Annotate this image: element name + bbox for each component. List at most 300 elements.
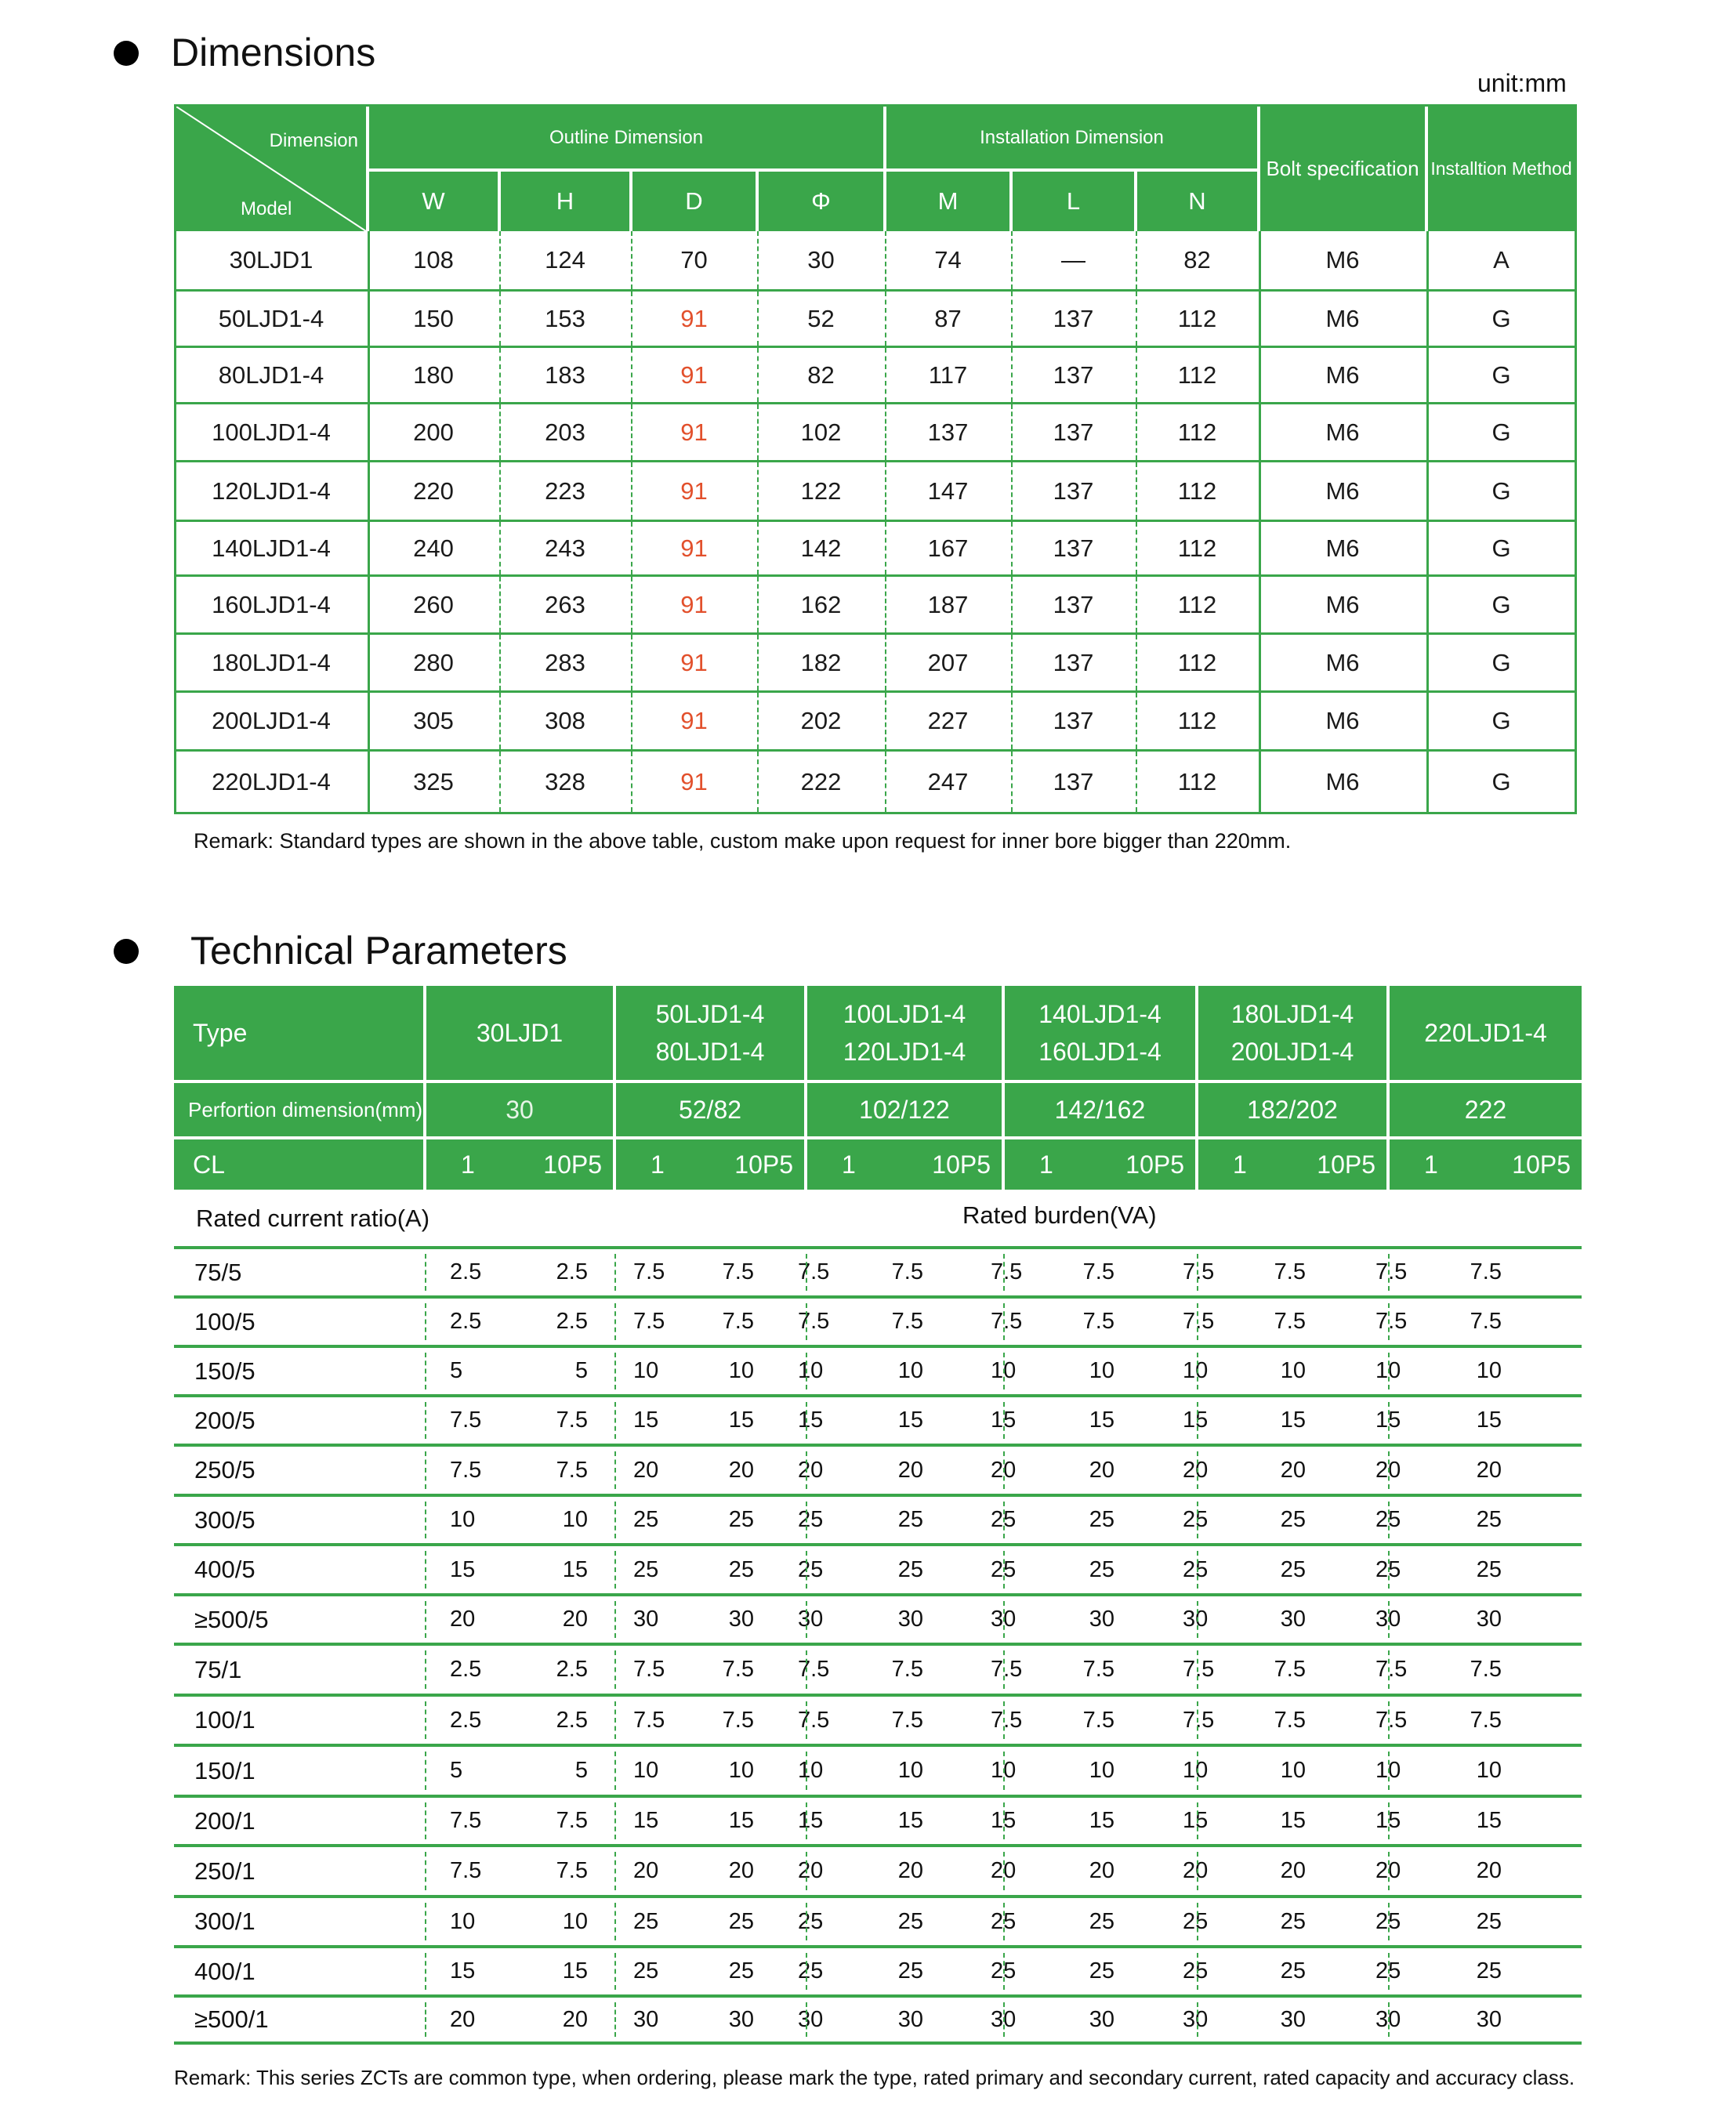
dim-table-row	[176, 635, 1575, 693]
burden-value: 15	[991, 1407, 1017, 1433]
cl-protection-value: 10P5	[932, 1150, 991, 1179]
burden-value: 25	[991, 1507, 1017, 1532]
column-divider	[614, 1601, 616, 1638]
burden-value: 5	[450, 1758, 463, 1783]
diag-dimension-label: Dimension	[269, 130, 358, 151]
column-divider	[885, 348, 886, 402]
column-divider	[1011, 522, 1013, 574]
cl-cell	[807, 1139, 1002, 1190]
column-divider	[806, 1953, 807, 1990]
column-divider	[425, 1752, 426, 1790]
column-divider	[425, 1601, 426, 1638]
column-divider	[1197, 1402, 1198, 1439]
dim-cell-phi: 102	[800, 418, 842, 446]
burden-value: 15	[633, 1808, 659, 1833]
dim-cell-n: 112	[1177, 476, 1217, 505]
type-names	[1231, 995, 1354, 1071]
column-divider	[1003, 1551, 1005, 1589]
burden-value: 25	[1375, 1556, 1401, 1582]
burden-value: 25	[728, 1958, 754, 1984]
perforation-row	[174, 1083, 1582, 1136]
column-divider	[368, 348, 370, 402]
burden-row	[174, 1895, 1582, 1945]
dim-cell-phi: 82	[807, 360, 835, 389]
burden-value: 10	[1476, 1758, 1502, 1783]
dim-cell-bolt: M6	[1325, 246, 1360, 274]
current-ratio: 75/1	[194, 1655, 242, 1683]
col-header-3: Φ	[759, 172, 883, 231]
dim-table-row	[176, 404, 1575, 462]
type-names	[656, 995, 765, 1071]
current-ratio: 300/5	[194, 1505, 256, 1534]
burden-value: 7.5	[891, 1657, 923, 1682]
col-header-2: D	[632, 172, 756, 231]
burden-value: 25	[633, 1507, 659, 1532]
burden-value: 7.5	[556, 1808, 588, 1833]
burden-value: 15	[633, 1407, 659, 1433]
column-divider	[757, 522, 759, 574]
column-divider	[1136, 231, 1137, 289]
cl-protection-value: 10P5	[543, 1150, 602, 1179]
burden-value: 30	[633, 1607, 659, 1632]
column-divider	[1426, 752, 1429, 812]
type-name: 140LJD1-4	[1038, 1000, 1162, 1028]
burden-value: 10	[562, 1507, 588, 1532]
burden-value: 2.5	[450, 1657, 482, 1682]
burden-value: 7.5	[1470, 1707, 1502, 1733]
column-divider	[806, 1551, 807, 1589]
dim-cell-l: 137	[1053, 360, 1094, 389]
column-divider	[614, 1254, 616, 1291]
burden-value: 15	[728, 1407, 754, 1433]
burden-value: 10	[897, 1758, 923, 1783]
dim-cell-l: 137	[1053, 648, 1094, 676]
burden-value: 7.5	[1274, 1707, 1306, 1733]
burden-value: 7.5	[450, 1407, 482, 1433]
burden-value: 10	[991, 1758, 1017, 1783]
column-divider	[1388, 1601, 1390, 1638]
type-label: Type	[174, 986, 423, 1080]
column-divider	[806, 1650, 807, 1689]
dim-cell-method: G	[1491, 767, 1511, 795]
column-divider	[614, 1502, 616, 1538]
burden-value: 15	[1183, 1808, 1209, 1833]
burden-value: 5	[574, 1358, 588, 1383]
dim-cell-d: 91	[680, 418, 708, 446]
column-divider	[806, 1451, 807, 1489]
column-divider	[499, 231, 501, 289]
column-divider	[499, 404, 501, 460]
column-divider	[1426, 635, 1429, 690]
column-divider	[1011, 693, 1013, 749]
burden-value: 10	[1375, 1758, 1401, 1783]
burden-value: 7.5	[991, 1657, 1023, 1682]
burden-value: 20	[1476, 1457, 1502, 1483]
column-divider	[614, 1701, 616, 1739]
column-divider	[425, 1451, 426, 1489]
column-divider	[499, 292, 501, 346]
column-divider	[1259, 462, 1261, 520]
column-divider	[1003, 1502, 1005, 1538]
column-divider	[757, 292, 759, 346]
current-ratio: 300/1	[194, 1907, 256, 1935]
burden-value: 7.5	[1470, 1259, 1502, 1284]
dimensions-title: Dimensions	[171, 31, 376, 74]
burden-value: 7.5	[1375, 1707, 1408, 1733]
column-divider	[1426, 404, 1429, 460]
dim-cell-l: 137	[1053, 767, 1094, 795]
burden-row	[174, 1543, 1582, 1593]
cl-pair	[616, 1150, 804, 1179]
install-method-header: Installtion Method	[1428, 107, 1575, 231]
column-divider	[885, 752, 886, 812]
burden-value: 25	[798, 1958, 824, 1984]
column-divider	[1388, 1353, 1390, 1389]
dim-cell-phi: 122	[800, 476, 842, 505]
burden-value: 30	[1280, 1607, 1306, 1632]
current-ratio: 100/5	[194, 1307, 256, 1335]
column-divider	[1426, 577, 1429, 632]
column-divider	[1136, 522, 1137, 574]
dim-cell-m: 137	[927, 418, 969, 446]
burden-value: 20	[1183, 1858, 1209, 1883]
dim-table-row	[176, 693, 1575, 752]
burden-value: 7.5	[556, 1858, 588, 1883]
burden-value: 20	[1280, 1858, 1306, 1883]
burden-value: 2.5	[450, 1309, 482, 1334]
column-divider	[757, 635, 759, 690]
column-divider	[1197, 1852, 1198, 1890]
dim-cell-model: 220LJD1-4	[212, 767, 331, 795]
column-divider	[1136, 404, 1137, 460]
burden-value: 10	[1089, 1758, 1114, 1783]
column-divider	[614, 1402, 616, 1439]
burden-row	[174, 1494, 1582, 1543]
burden-value: 10	[728, 1758, 754, 1783]
dim-cell-phi: 222	[800, 767, 842, 795]
dim-cell-n: 112	[1177, 707, 1217, 734]
burden-value: 15	[1089, 1808, 1114, 1833]
burden-value: 20	[1089, 1858, 1114, 1883]
dim-cell-model: 140LJD1-4	[212, 534, 331, 562]
burden-value: 10	[1183, 1758, 1209, 1783]
column-divider	[368, 635, 370, 690]
dim-cell-l: 137	[1053, 476, 1094, 505]
burden-row	[174, 1945, 1582, 1994]
column-divider	[1197, 1802, 1198, 1839]
column-divider	[806, 1502, 807, 1538]
burden-value: 7.5	[1274, 1259, 1306, 1284]
cl-cell	[1005, 1139, 1195, 1190]
burden-value: 7.5	[633, 1707, 665, 1733]
burden-value: 10	[633, 1758, 659, 1783]
burden-value: 7.5	[633, 1309, 665, 1334]
burden-value: 30	[1375, 2006, 1401, 2032]
burden-value: 20	[798, 1457, 824, 1483]
cl-pair	[807, 1150, 1002, 1179]
cl-protection-value: 10P5	[1512, 1150, 1571, 1179]
column-divider	[1011, 752, 1013, 812]
burden-value: 20	[728, 1858, 754, 1883]
column-divider	[885, 577, 886, 632]
dim-cell-h: 308	[545, 707, 585, 734]
column-divider	[368, 522, 370, 574]
dim-cell-l: 137	[1053, 707, 1094, 734]
column-divider	[1003, 1650, 1005, 1689]
column-divider	[425, 1551, 426, 1589]
column-divider	[1388, 1903, 1390, 1940]
burden-value: 20	[562, 2006, 588, 2032]
type-row	[174, 986, 1582, 1080]
burden-value: 30	[1476, 2006, 1502, 2032]
burden-value: 25	[798, 1507, 824, 1532]
column-divider	[499, 752, 501, 812]
column-divider	[1426, 231, 1429, 289]
column-divider	[1388, 1701, 1390, 1739]
burden-value: 10	[1280, 1758, 1306, 1783]
dim-cell-n: 112	[1177, 360, 1217, 389]
burden-row	[174, 1345, 1582, 1394]
column-divider	[1003, 1451, 1005, 1489]
burden-value: 25	[798, 1908, 824, 1934]
bolt-spec-header: Bolt specification	[1260, 107, 1425, 231]
dim-cell-d: 91	[680, 767, 708, 795]
dim-cell-d: 91	[680, 304, 708, 332]
burden-value: 20	[728, 1457, 754, 1483]
dim-cell-phi: 52	[807, 304, 835, 332]
burden-value: 15	[991, 1808, 1017, 1833]
dim-cell-d: 91	[680, 476, 708, 505]
burden-value: 7.5	[633, 1657, 665, 1682]
column-divider	[499, 635, 501, 690]
dim-cell-w: 260	[413, 590, 454, 618]
burden-value: 20	[897, 1457, 923, 1483]
burden-value: 7.5	[1274, 1657, 1306, 1682]
burden-value: 30	[897, 2006, 923, 2032]
dim-cell-bolt: M6	[1325, 534, 1360, 562]
burden-value: 20	[562, 1607, 588, 1632]
burden-value: 7.5	[1375, 1657, 1408, 1682]
column-divider	[631, 522, 632, 574]
column-divider	[806, 1852, 807, 1890]
column-divider	[631, 292, 632, 346]
column-divider	[425, 1701, 426, 1739]
column-divider	[1011, 231, 1013, 289]
column-divider	[806, 1903, 807, 1940]
burden-value: 30	[1089, 1607, 1114, 1632]
column-divider	[1136, 292, 1137, 346]
perforation-value: 52/82	[616, 1083, 804, 1136]
column-divider	[368, 292, 370, 346]
column-divider	[425, 1254, 426, 1291]
dim-cell-h: 183	[545, 360, 585, 389]
type-cell	[616, 986, 804, 1080]
column-divider	[806, 1802, 807, 1839]
dim-cell-model: 180LJD1-4	[212, 648, 331, 676]
dim-cell-bolt: M6	[1325, 767, 1360, 795]
dim-table-row	[176, 348, 1575, 404]
burden-value: 30	[1375, 1607, 1401, 1632]
burden-value: 25	[1089, 1908, 1114, 1934]
burden-value: 7.5	[450, 1808, 482, 1833]
burden-value: 30	[728, 2006, 754, 2032]
burden-row	[174, 1246, 1582, 1295]
dim-cell-model: 200LJD1-4	[212, 707, 331, 734]
column-divider	[1003, 1303, 1005, 1340]
column-divider	[425, 2002, 426, 2037]
dim-cell-m: 147	[927, 476, 969, 505]
dim-cell-h: 283	[545, 648, 585, 676]
burden-value: 25	[633, 1556, 659, 1582]
burden-value: 20	[1375, 1858, 1401, 1883]
burden-row	[174, 1994, 1582, 2045]
burden-value: 10	[450, 1908, 476, 1934]
dim-cell-l: 137	[1053, 590, 1094, 618]
column-divider	[806, 1254, 807, 1291]
burden-value: 2.5	[556, 1309, 588, 1334]
dim-cell-n: 112	[1177, 767, 1217, 795]
column-divider	[1259, 522, 1261, 574]
dim-cell-m: 247	[927, 767, 969, 795]
burden-value: 30	[1280, 2006, 1306, 2032]
column-divider	[806, 1601, 807, 1638]
cl-protection-value: 10P5	[1125, 1150, 1184, 1179]
burden-value: 7.5	[991, 1259, 1023, 1284]
burden-value: 25	[991, 1908, 1017, 1934]
burden-value: 15	[798, 1407, 824, 1433]
column-divider	[757, 231, 759, 289]
column-divider	[885, 404, 886, 460]
burden-value: 25	[1089, 1556, 1114, 1582]
burden-value: 25	[1183, 1958, 1209, 1984]
dim-cell-model: 160LJD1-4	[212, 590, 331, 618]
burden-value: 7.5	[798, 1259, 830, 1284]
burden-value: 25	[1280, 1507, 1306, 1532]
burden-value: 20	[1089, 1457, 1114, 1483]
column-divider	[614, 1451, 616, 1489]
column-divider	[1259, 231, 1261, 289]
col-header-5: L	[1013, 172, 1134, 231]
column-divider	[1259, 577, 1261, 632]
dim-cell-d: 91	[680, 707, 708, 734]
dim-cell-l: 137	[1053, 534, 1094, 562]
burden-row	[174, 1744, 1582, 1795]
dim-cell-bolt: M6	[1325, 304, 1360, 332]
column-divider	[1388, 1650, 1390, 1689]
burden-value: 20	[450, 1607, 476, 1632]
burden-header: Rated burden(VA)	[962, 1201, 1157, 1229]
dim-cell-n: 112	[1177, 304, 1217, 332]
unit-label: unit:mm	[1477, 69, 1567, 97]
dim-cell-method: G	[1491, 360, 1511, 389]
burden-value: 15	[1375, 1808, 1401, 1833]
column-divider	[1426, 462, 1429, 520]
burden-value: 25	[1280, 1958, 1306, 1984]
column-divider	[499, 693, 501, 749]
dim-cell-bolt: M6	[1325, 360, 1360, 389]
dim-cell-method: G	[1491, 476, 1511, 505]
column-divider	[368, 577, 370, 632]
column-divider	[368, 693, 370, 749]
burden-value: 2.5	[556, 1259, 588, 1284]
cl-label: CL	[174, 1139, 423, 1190]
burden-value: 25	[1089, 1958, 1114, 1984]
burden-value: 25	[991, 1556, 1017, 1582]
type-name: 100LJD1-4	[843, 1000, 966, 1028]
type-names	[477, 1014, 563, 1052]
column-divider	[1197, 1701, 1198, 1739]
burden-value: 7.5	[891, 1707, 923, 1733]
burden-value: 25	[633, 1908, 659, 1934]
burden-value: 25	[897, 1507, 923, 1532]
burden-value: 7.5	[1183, 1259, 1215, 1284]
burden-value: 10	[450, 1507, 476, 1532]
dim-cell-bolt: M6	[1325, 476, 1360, 505]
burden-value: 25	[897, 1556, 923, 1582]
burden-value: 25	[991, 1958, 1017, 1984]
column-divider	[499, 462, 501, 520]
column-divider	[757, 462, 759, 520]
burden-value: 10	[562, 1908, 588, 1934]
dim-cell-n: 112	[1177, 534, 1217, 562]
column-divider	[1136, 752, 1137, 812]
burden-value: 7.5	[891, 1259, 923, 1284]
burden-value: 5	[574, 1758, 588, 1783]
burden-row	[174, 1295, 1582, 1345]
dim-cell-n: 82	[1183, 246, 1211, 274]
column-divider	[1426, 348, 1429, 402]
burden-value: 15	[1183, 1407, 1209, 1433]
cl-pair	[1390, 1150, 1582, 1179]
column-divider	[1388, 1402, 1390, 1439]
column-divider	[806, 1402, 807, 1439]
burden-value: 25	[1476, 1908, 1502, 1934]
column-divider	[614, 1903, 616, 1940]
column-divider	[614, 1650, 616, 1689]
column-divider	[425, 1650, 426, 1689]
column-divider	[806, 2002, 807, 2037]
burden-value: 25	[633, 1958, 659, 1984]
current-ratio: 75/5	[194, 1258, 242, 1286]
dim-cell-phi: 162	[800, 590, 842, 618]
dim-cell-d: 70	[680, 246, 708, 274]
burden-value: 25	[1280, 1908, 1306, 1934]
column-divider	[1388, 1802, 1390, 1839]
burden-value: 25	[1476, 1556, 1502, 1582]
column-divider	[1426, 292, 1429, 346]
burden-value: 20	[633, 1858, 659, 1883]
dim-cell-d: 91	[680, 648, 708, 676]
column-divider	[1003, 1752, 1005, 1790]
burden-value: 30	[991, 2006, 1017, 2032]
burden-value: 10	[1089, 1358, 1114, 1383]
column-divider	[614, 1802, 616, 1839]
current-ratio: 400/5	[194, 1556, 256, 1583]
burden-value: 25	[897, 1908, 923, 1934]
column-divider	[1197, 1254, 1198, 1291]
column-divider	[1259, 348, 1261, 402]
burden-value: 15	[1280, 1808, 1306, 1833]
column-divider	[885, 693, 886, 749]
column-divider	[425, 1903, 426, 1940]
burden-value: 15	[1375, 1407, 1401, 1433]
dim-table-row	[176, 231, 1575, 292]
burden-value: 30	[1089, 2006, 1114, 2032]
burden-row	[174, 1795, 1582, 1844]
dim-cell-m: 117	[928, 360, 968, 389]
dim-cell-model: 50LJD1-4	[218, 304, 324, 332]
column-divider	[1003, 1254, 1005, 1291]
